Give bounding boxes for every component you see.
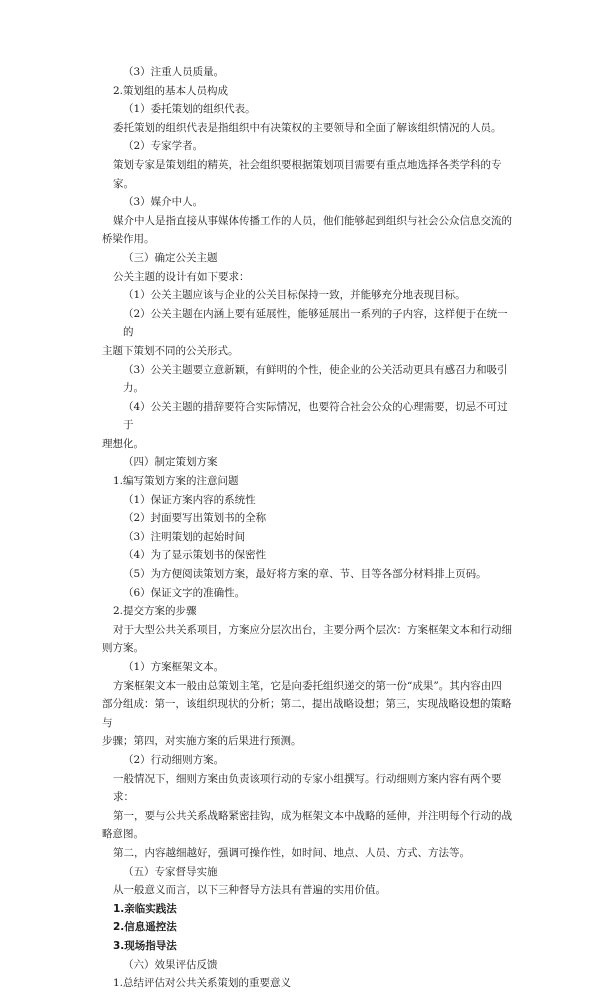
- text-line: 策划专家是策划组的精英，社会组织要根据策划项目需要有重点地选择各类学科的专家。: [113, 158, 502, 190]
- text-line: （1）公关主题应该与企业的公关目标保持一致，并能够充分地表现目标。: [123, 289, 466, 302]
- text-line: （4）公关主题的措辞要符合实际情况，也要符合社会公众的心理需要，切忌不可过于: [123, 400, 508, 432]
- text-line: 1.编写策划方案的注意问题: [113, 475, 239, 488]
- section-heading: 2.信息遥控法: [113, 921, 177, 934]
- section-heading: 1.亲临实践法: [113, 902, 177, 915]
- text-line: （六）效果评估反馈: [123, 958, 218, 971]
- text-line: （2）专家学者。: [123, 140, 204, 153]
- text-line: 公关主题的设计有如下要求：: [113, 270, 250, 283]
- text-line: 2.提交方案的步骤: [113, 605, 197, 618]
- text-line: （3）公关主题要立意新颖，有鲜明的个性，使企业的公关活动更具有感召力和吸引力。: [123, 363, 508, 395]
- text-line: （五）专家督导实施: [123, 865, 218, 878]
- text-line: 主题下策划不同的公关形式。: [102, 344, 239, 357]
- text-line: （3）注重人员质量。: [123, 66, 225, 78]
- text-line: 方案框架文本一般由总策划主笔，它是向委托组织递交的第一份“成果”。其内容由四: [113, 679, 502, 692]
- text-line: 第一，要与公共关系战略紧密挂钩，成为框架文本中战略的延伸，并注明每个行动的战: [113, 809, 512, 822]
- text-line: （6）保证文字的准确性。: [123, 586, 246, 599]
- text-line: 则方案。: [102, 642, 144, 655]
- text-line: （2）行动细则方案。: [123, 753, 225, 766]
- text-line: （3）媒介中人。: [123, 196, 204, 209]
- text-line: 桥梁作用。: [102, 233, 155, 246]
- text-line: 略意图。: [102, 828, 144, 841]
- text-line: （三）确定公关主题: [123, 251, 218, 264]
- text-line: 媒介中人是指直接从事媒体传播工作的人员，他们能够起到组织与社会公众信息交流的: [113, 214, 512, 227]
- text-line: （2）公关主题在内涵上要有延展性，能够延展出一系列的子内容，这样便于在统一的: [123, 307, 508, 339]
- text-line: 委托策划的组织代表是指组织中有决策权的主要领导和全面了解该组织情况的人员。: [113, 121, 502, 134]
- text-line: 一般情况下，细则方案由负责该项行动的专家小组撰写。行动细则方案内容有两个要求：: [113, 772, 502, 804]
- text-line: （3）注明策划的起始时间: [123, 530, 246, 543]
- document-body: [102, 63, 513, 993]
- text-line: 1.总结评估对公共关系策划的重要意义: [113, 977, 292, 990]
- text-line: （5）为方便阅读策划方案，最好将方案的章、节、目等各部分材料排上页码。: [123, 568, 487, 581]
- text-line: （1）委托策划的组织代表。: [123, 103, 256, 116]
- text-line: （四）制定策划方案: [123, 456, 218, 469]
- text-line: 对于大型公共关系项目，方案应分层次出台，主要分两个层次：方案框架文本和行动细: [113, 623, 512, 636]
- text-line: 2.策划组的基本人员构成: [113, 84, 229, 97]
- text-line: 步骤；第四，对实施方案的后果进行预测。: [102, 735, 302, 748]
- text-line: 部分组成：第一，该组织现状的分析；第二，提出战略设想；第三，实现战略设想的策略与: [102, 698, 512, 729]
- text-line: （1）保证方案内容的系统性: [123, 493, 256, 506]
- text-line: 从一般意义而言，以下三种督导方法具有普遍的实用价值。: [113, 884, 386, 897]
- text-line: （1）方案框架文本。: [123, 661, 225, 673]
- text-line: 第二，内容越细越好，强调可操作性，如时间、地点、人员、方式、方法等。: [113, 846, 470, 859]
- text-line: （4）为了显示策划书的保密性: [123, 549, 267, 562]
- text-line: 理想化。: [102, 437, 144, 450]
- section-heading: 3.现场指导法: [113, 939, 177, 952]
- text-line: （2）封面要写出策划书的全称: [123, 512, 267, 525]
